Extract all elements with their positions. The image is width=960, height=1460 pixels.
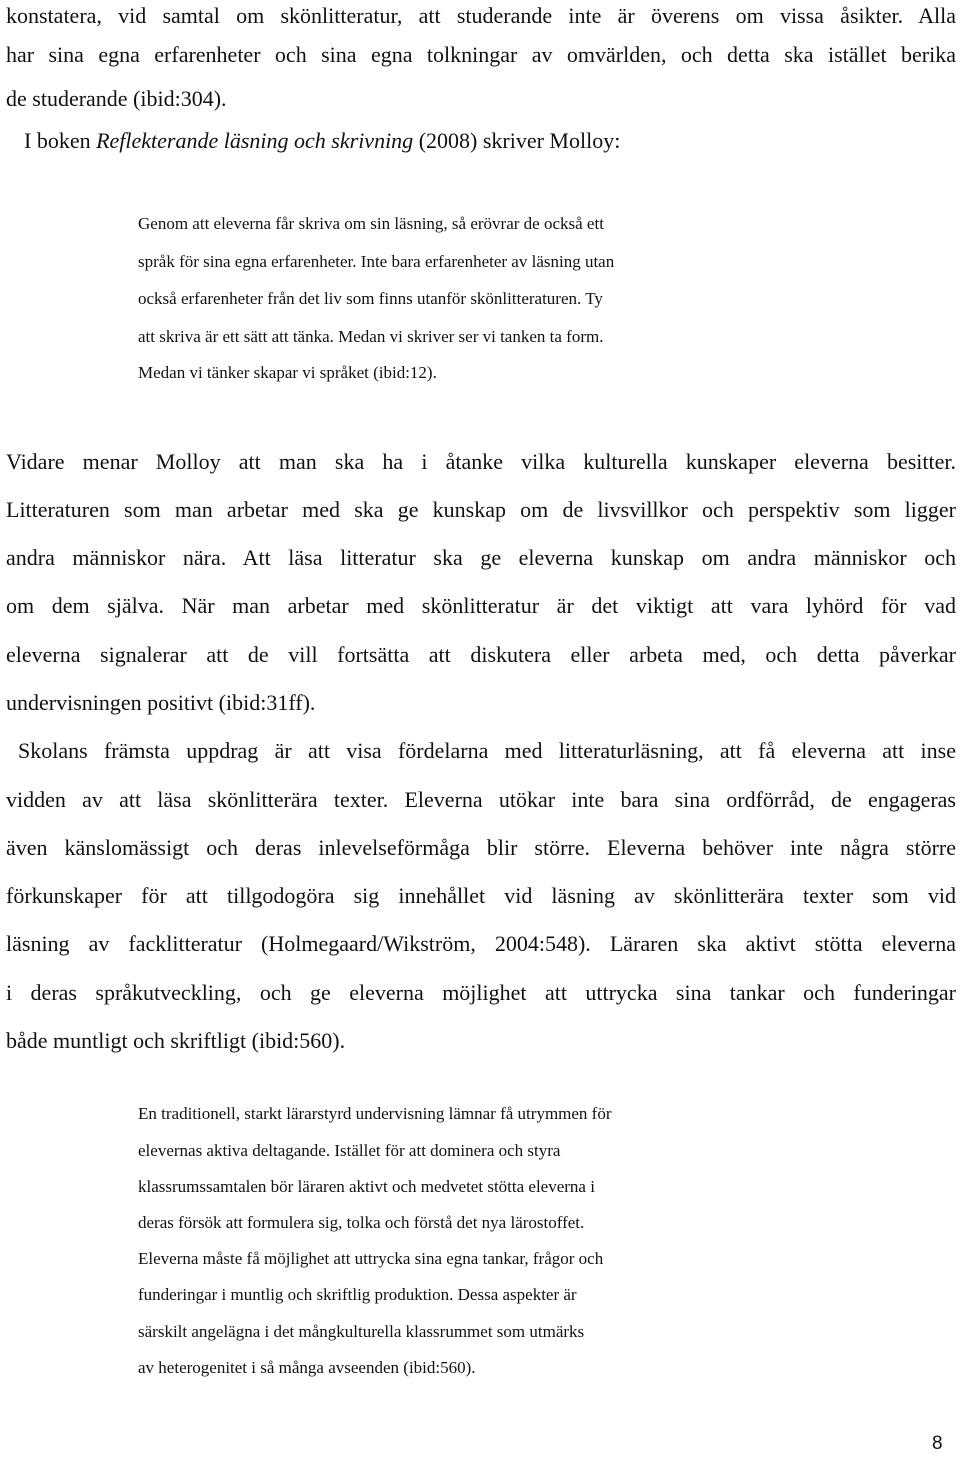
quote-line: deras försök att formulera sig, tolka och förstå det nya lärostoffet. <box>138 1213 585 1232</box>
quote-line: att skriva är ett sätt att tänka. Medan vi skriver ser vi tanken ta form. <box>138 327 604 346</box>
quote-line: särskilt angelägna i det mångkulturella klassrummet som utmärks <box>138 1322 585 1341</box>
quote-line: elevernas aktiva deltagande. Istället för att dominera och styra <box>138 1141 561 1160</box>
quote-line: av heterogenitet i så många avseenden (ibid:560). <box>138 1358 476 1377</box>
molloy-intro-line <box>24 127 704 155</box>
text-line: i deras språkutveckling, och ge eleverna möjlighet att uttrycka sina tankar och funderingar <box>6 980 956 1005</box>
text-line: andra människor nära. Att läsa litteratur ska ge eleverna kunskap om andra människor och <box>6 545 956 570</box>
quote-line: En traditionell, starkt lärarstyrd undervisning lämnar få utrymmen för <box>138 1104 612 1123</box>
text-line: vidden av att läsa skönlitterära texter. Eleverna utökar inte bara sina ordförråd, de engageras <box>6 787 956 812</box>
text-line: eleverna signalerar att de vill fortsätta att diskutera eller arbeta med, och detta påverkar <box>6 642 956 667</box>
text-line: förkunskaper för att tillgodogöra sig innehållet vid läsning av skönlitterära texter som vid <box>6 883 956 908</box>
text-line: om dem själva. När man arbetar med skönlitteratur är det viktigt att vara lyhörd för vad <box>6 593 956 618</box>
quote-line: Eleverna måste få möjlighet att uttrycka sina egna tankar, frågor och <box>138 1249 604 1268</box>
quote-line: Medan vi tänker skapar vi språket (ibid:12). <box>138 363 437 382</box>
page-number: 8 <box>932 1433 943 1454</box>
text-line: har sina egna erfarenheter och sina egna tolkningar av omvärlden, och detta ska istället berika <box>6 42 956 67</box>
intro-suffix: (2008) skriver Molloy: <box>413 128 621 153</box>
quote-line: språk för sina egna erfarenheter. Inte bara erfarenheter av läsning utan <box>138 252 615 271</box>
text-line: både muntligt och skriftligt (ibid:560). <box>6 1028 346 1053</box>
quote-line: klassrumssamtalen bör läraren aktivt och medvetet stötta eleverna i <box>138 1177 595 1196</box>
text-line: konstatera, vid samtal om skönlitteratur, att studerande inte är överens om vissa åsikter. Alla <box>6 3 956 28</box>
text-line: de studerande (ibid:304). <box>6 86 227 111</box>
quote-line: också erfarenheter från det liv som finns utanför skönlitteraturen. Ty <box>138 289 603 308</box>
text-line: undervisningen positivt (ibid:31ff). <box>6 690 316 715</box>
text-line: Vidare menar Molloy att man ska ha i åtanke vilka kulturella kunskaper eleverna besitter. <box>6 449 956 474</box>
text-line: Skolans främsta uppdrag är att visa fördelarna med litteraturläsning, att få eleverna att inse <box>18 738 956 763</box>
text-line: Litteraturen som man arbetar med ska ge kunskap om de livsvillkor och perspektiv som ligger <box>6 497 956 522</box>
text-line: även känslomässigt och deras inlevelseförmåga blir större. Eleverna behöver inte några större <box>6 835 956 860</box>
quote-line: Genom att eleverna får skriva om sin läsning, så erövrar de också ett <box>138 214 604 233</box>
quote-line: funderingar i muntlig och skriftlig produktion. Dessa aspekter är <box>138 1285 577 1304</box>
text-line: läsning av facklitteratur (Holmegaard/Wikström, 2004:548). Läraren ska aktivt stötta eleverna <box>6 931 956 956</box>
book-title: Reflekterande läsning och skrivning <box>96 128 414 153</box>
intro-prefix: I boken <box>24 128 97 153</box>
